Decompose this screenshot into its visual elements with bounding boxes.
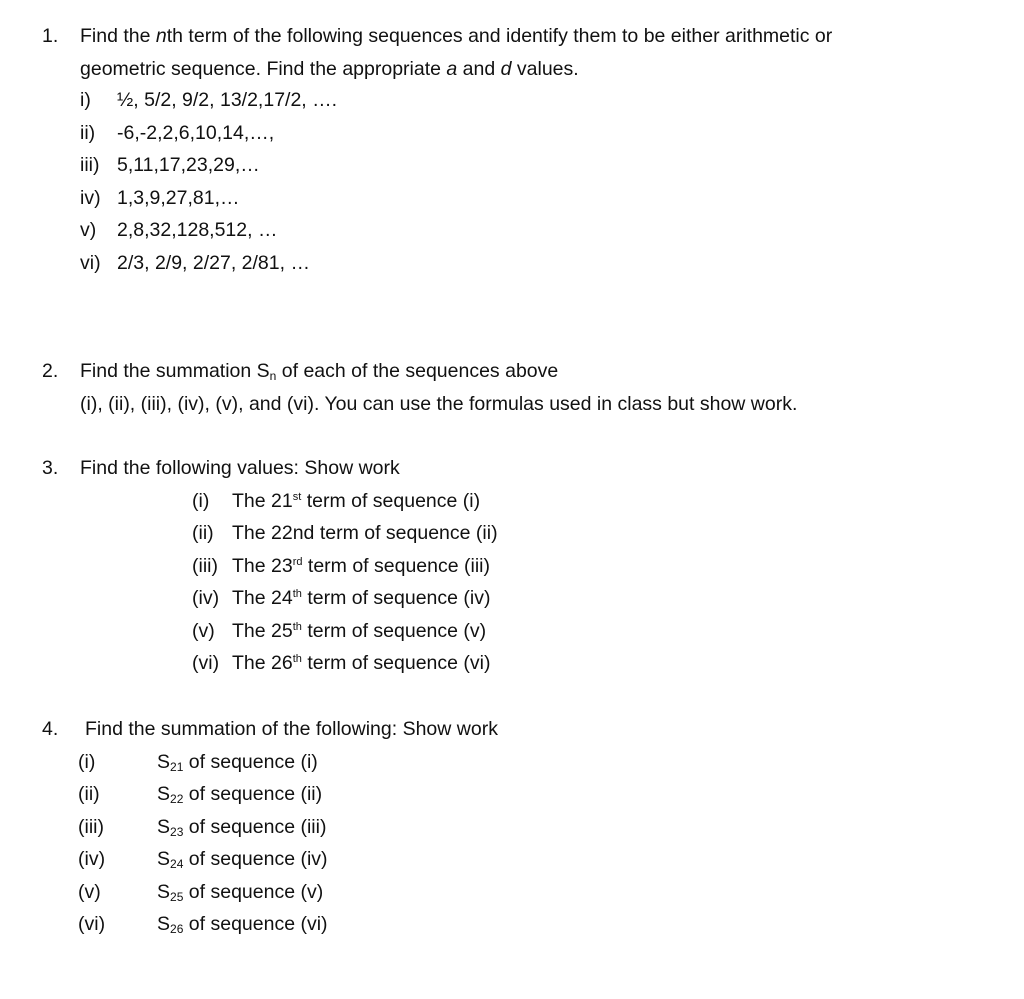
ordinal-suffix: rd — [292, 555, 303, 568]
subscript-index: 26 — [170, 922, 184, 936]
q2-line1: Find the summation $S_n$ of each of the sequences above — [80, 360, 559, 383]
sequence-label: iv) — [80, 186, 101, 209]
item-text: $S_{25}$ of sequence (v) — [157, 880, 324, 904]
item-label: (i) — [192, 490, 210, 512]
item-text: $S_{22}$ of sequence (ii) — [157, 783, 323, 807]
item-text: $S_{21}$ of sequence (i) — [157, 751, 318, 774]
item-text: The 22nd term of sequence (ii) — [232, 522, 498, 545]
sequence-terms: 2/3, 2/9, 2/27, 2/81, … — [117, 251, 310, 274]
q4-number: 4. — [42, 718, 59, 740]
q1-line2: geometric sequence. Find the appropriate a and d values. — [80, 58, 579, 80]
ordinal-suffix: th — [292, 620, 302, 633]
sequence-terms: -6,-2,2,6,10,14,…, — [117, 121, 275, 144]
item-label: (iii) — [78, 815, 104, 838]
subscript-index: 23 — [170, 824, 184, 839]
q1-number: 1. — [42, 25, 59, 47]
subscript-index: 22 — [170, 792, 184, 807]
sequence-label: i) — [80, 89, 91, 111]
item-text: The 23rd term of sequence (iii) — [232, 554, 490, 577]
sequence-terms: 1,3,9,27,81,… — [117, 186, 240, 209]
sequence-terms: 5,11,17,23,29,… — [117, 154, 260, 176]
item-label: (vi) — [192, 652, 220, 674]
sequence-terms: ½, 5/2, 9/2, 13/2,17/2, …. — [117, 89, 338, 111]
item-text: The 21st term of sequence (i) — [232, 490, 481, 512]
item-text: $S_{23}$ of sequence (iii) — [157, 815, 327, 839]
ordinal-suffix: st — [292, 491, 302, 503]
item-text: The 25th term of sequence (v) — [232, 619, 487, 642]
item-label: (ii) — [78, 783, 100, 806]
sequence-label: v) — [80, 219, 97, 241]
subscript-index: 24 — [170, 857, 184, 872]
item-label: (iv) — [78, 848, 106, 871]
item-label: (v) — [192, 619, 215, 642]
item-text: The 26th term of sequence (vi) — [232, 652, 491, 674]
subscript-index: 25 — [170, 889, 184, 904]
item-label: (ii) — [192, 522, 214, 545]
item-label: (vi) — [78, 913, 106, 935]
item-text: $S_{24}$ of sequence (iv) — [157, 848, 328, 872]
q4-title: Find the summation of the following: Show work — [85, 718, 498, 740]
q3-number: 3. — [42, 457, 59, 479]
item-label: (iv) — [192, 587, 220, 610]
item-text: $S_{26}$ of sequence (vi) — [157, 913, 328, 936]
q1-line1: Find the nth term of the following sequences and identify them to be either arithmetic or — [80, 25, 833, 47]
q2-number: 2. — [42, 360, 59, 382]
q3-title: Find the following values: Show work — [80, 457, 400, 479]
item-text: The 24th term of sequence (iv) — [232, 587, 491, 610]
sequence-terms: 2,8,32,128,512, … — [117, 219, 278, 241]
q2-line2: (i), (ii), (iii), (iv), (v), and (vi). You can use the formulas used in class but show work. — [80, 393, 798, 415]
subscript-index: 21 — [170, 760, 184, 774]
sequence-label: ii) — [80, 121, 96, 144]
sequence-label: iii) — [80, 154, 100, 176]
item-label: (i) — [78, 751, 96, 773]
ordinal-suffix: th — [292, 653, 302, 665]
item-label: (iii) — [192, 554, 218, 577]
sequence-label: vi) — [80, 251, 101, 274]
ordinal-suffix: th — [292, 588, 302, 601]
item-label: (v) — [78, 880, 101, 903]
